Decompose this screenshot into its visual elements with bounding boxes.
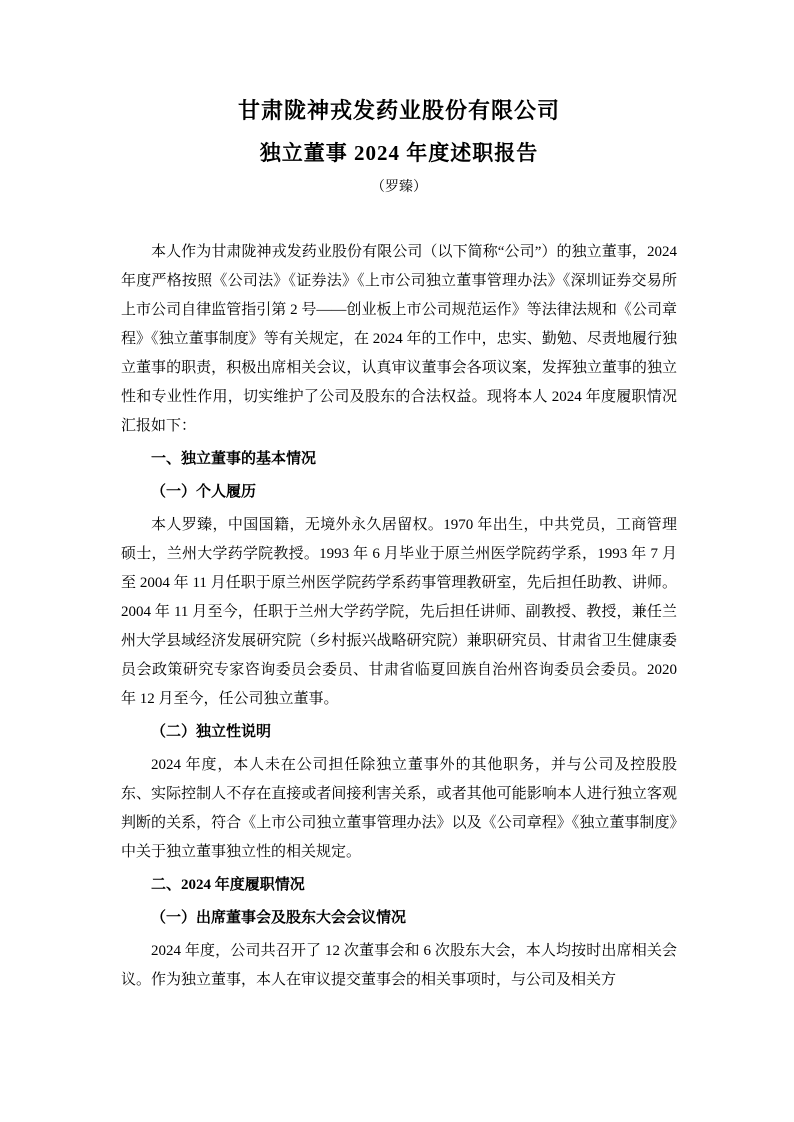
- section-heading: 二、2024 年度履职情况: [151, 877, 305, 893]
- body-paragraph: 本人罗臻，中国国籍，无境外永久居留权。1970 年出生，中共党员，工商管理硕士，兰州大学药学院教授。1993 年 6 月毕业于原兰州医学院药学系，1993 年 7 月至 2004 年 11 月任职于原兰州医学院药学系药事管理教研室，先后担任助教、讲师。2004 年 11 月至今，任职于兰州大学药学院，先后担任讲师、副教授、教授，兼任兰州大学县域经济发展研究院（乡村振兴战略研究院）兼职研究员、甘肃省卫生健康委员会政策研究专家咨询委员会委员、甘肃省临夏回族自治州咨询委员会委员。2020 年 12 月至今，任公司独立董事。: [121, 517, 677, 707]
- document-title: 甘肃陇神戎发药业股份有限公司: [237, 98, 560, 123]
- body-paragraph: 2024 年度，公司共召开了 12 次董事会和 6 次股东大会，本人均按时出席相关会议。作为独立董事，本人在审议提交董事会的相关事项时，与公司及相关方: [121, 943, 677, 988]
- section-heading: （二）独立性说明: [151, 724, 272, 740]
- document-author: （罗臻）: [371, 180, 427, 195]
- document-subtitle: 独立董事 2024 年度述职报告: [259, 141, 539, 165]
- document-body: [121, 238, 677, 995]
- section-heading: 一、独立董事的基本情况: [151, 451, 317, 467]
- section-heading: （一）个人履历: [151, 484, 257, 500]
- section-heading: （一）出席董事会及股东大会会议情况: [151, 910, 407, 926]
- body-paragraph: 2024 年度，本人未在公司担任除独立董事外的其他职务，并与公司及控股股东、实际控制人不存在直接或者间接利害关系，或者其他可能影响本人进行独立客观判断的关系，符合《上市公司独立董事管理办法》以及《公司章程》《独立董事制度》中关于独立董事独立性的相关规定。: [121, 757, 677, 860]
- body-paragraph: 本人作为甘肃陇神戎发药业股份有限公司（以下简称“公司”）的独立董事，2024 年度严格按照《公司法》《证券法》《上市公司独立董事管理办法》《深圳证券交易所上市公司自律监管指引第 2 号——创业板上市公司规范运作》等法律法规和《公司章程》《独立董事制度》等有关规定，在 2024 年的工作中，忠实、勤勉、尽责地履行独立董事的职责，积极出席相关会议，认真审议董事会各项议案，发挥独立董事的独立性和专业性作用，切实维护了公司及股东的合法权益。现将本人 2024 年度履职情况汇报如下：: [121, 244, 677, 434]
